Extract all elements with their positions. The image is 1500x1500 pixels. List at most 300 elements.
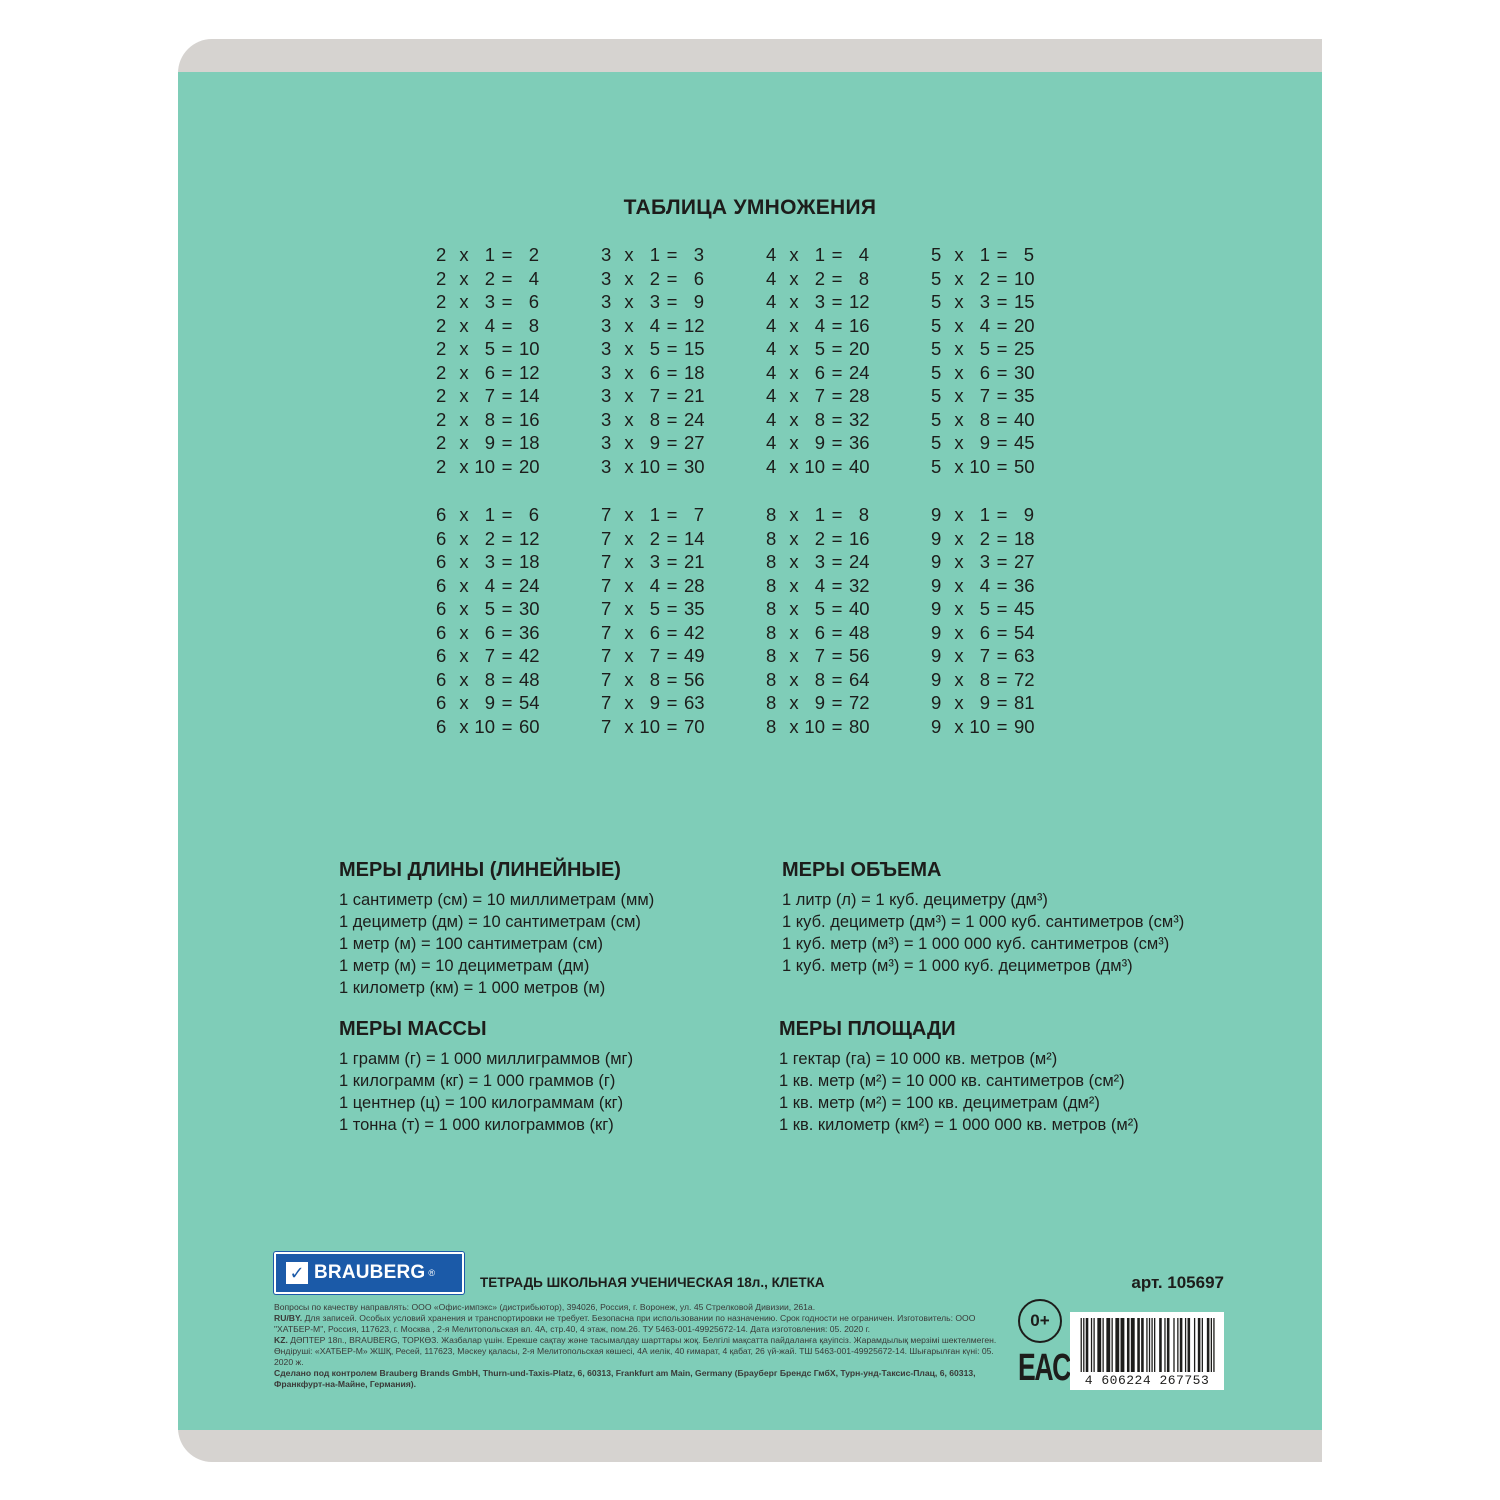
multiplier: 7 [484,645,495,666]
multiplicand: 8 [766,621,777,643]
multiplier: 10 [969,715,990,737]
multiplication-row [931,527,1096,551]
equals-sign: = [831,574,843,596]
equals-sign: = [831,244,843,265]
multiplication-row [931,243,1096,267]
product-value: 36 [1014,574,1035,596]
multiplier: 10 [474,455,495,477]
mult-sign: x [459,244,469,265]
mult-sign: x [954,338,964,359]
equals-sign: = [666,692,678,713]
equals-sign: = [666,621,678,643]
multiplicand: 2 [436,385,447,406]
multiplicand: 4 [766,314,777,336]
multiplier: 5 [814,598,825,619]
multiplication-row [766,361,931,385]
equals-sign: = [831,527,843,549]
multiplication-row [766,290,931,314]
fine-print [274,1302,1008,1390]
multiplication-row [436,431,601,455]
equals-sign: = [666,314,678,336]
mult-sign: x [954,361,964,383]
mult-sign: x [954,244,964,265]
multiplication-row [601,314,766,338]
equals-sign: = [996,455,1008,477]
equals-sign: = [666,551,678,572]
multiplier: 8 [649,668,660,690]
measure-line: 1 метр (м) = 10 дециметрам (дм) [339,957,590,975]
mult-sign: x [624,432,634,453]
equals-sign: = [666,267,678,289]
multiplicand: 3 [601,314,612,336]
product-value: 80 [849,715,870,737]
mult-sign: x [954,314,964,336]
barcode-bar [1081,1318,1082,1372]
multiplication-row [601,455,766,479]
mult-sign: x [459,692,469,713]
product-value: 32 [849,574,870,596]
multiplier: 10 [474,715,495,737]
multiplier: 8 [484,408,495,430]
multiplier: 5 [649,338,660,359]
multiplicand: 2 [436,291,447,312]
product-value: 12 [519,361,540,383]
measure-line: 1 километр (км) = 1 000 метров (м) [339,979,606,997]
barcode-bar [1083,1318,1084,1372]
mult-sign: x [459,385,469,406]
mult-sign: x [624,314,634,336]
multiplication-row [436,267,601,291]
equals-sign: = [666,385,678,406]
multiplication-row [436,503,601,527]
equals-sign: = [666,455,678,477]
equals-sign: = [501,645,513,666]
product-value: 2 [528,244,539,265]
equals-sign: = [666,598,678,619]
product-name: ТЕТРАДЬ ШКОЛЬНАЯ УЧЕНИЧЕСКАЯ 18л., КЛЕТКА [480,1275,825,1290]
multiplicand: 8 [766,692,777,713]
fine-print-made: Сделано под контролем Brauberg Brands GmbH, Thurn-und-Taxis-Platz, 6, 60313, Frankfurt am Main, Germany (Брауберг Брендс ГмбХ, Турн-унд-Таксис-Плац, 6, 60313, Франкфурт-на-Майне, Германия). [274,1368,976,1389]
multiplier: 3 [979,551,990,572]
product-value: 32 [849,408,870,430]
multiplier: 5 [484,338,495,359]
multiplier: 10 [639,455,660,477]
equals-sign: = [831,598,843,619]
equals-sign: = [996,715,1008,737]
multiplication-row [766,597,931,621]
multiplicand: 8 [766,527,777,549]
barcode-bar [1121,1318,1125,1372]
multiplicand: 7 [601,668,612,690]
multiplication-row [436,384,601,408]
multiplier: 3 [484,551,495,572]
equals-sign: = [996,527,1008,549]
age-rating-badge: 0+ [1018,1299,1062,1343]
measure-line: 1 килограмм (кг) = 1 000 граммов (г) [339,1072,616,1090]
product-value: 27 [684,432,705,453]
measures-area [779,1014,1139,1136]
mult-sign: x [789,244,799,265]
mult-sign: x [954,432,964,453]
equals-sign: = [831,668,843,690]
multiplicand: 6 [436,504,447,525]
multiplier: 9 [649,432,660,453]
multiplication-row [931,290,1096,314]
equals-sign: = [831,432,843,453]
product-value: 36 [519,621,540,643]
multiplication-row [601,290,766,314]
equals-sign: = [501,504,513,525]
mult-sign: x [459,668,469,690]
equals-sign: = [666,645,678,666]
product-value: 20 [519,455,540,477]
multiplier: 2 [649,267,660,289]
multiplicand: 5 [931,291,942,312]
multiplicand: 6 [436,715,447,737]
multiplier: 7 [814,645,825,666]
mult-sign: x [459,574,469,596]
equals-sign: = [831,267,843,289]
product-value: 60 [519,715,540,737]
multiplier: 5 [979,338,990,359]
equals-sign: = [996,668,1008,690]
multiplication-block-lower [436,503,1096,738]
mult-sign: x [624,527,634,549]
mult-sign: x [789,385,799,406]
multiplication-row [601,527,766,551]
equals-sign: = [666,408,678,430]
multiplicand: 6 [436,692,447,713]
multiplicand: 4 [766,432,777,453]
multiplier: 4 [979,574,990,596]
equals-sign: = [501,432,513,453]
multiplier: 1 [484,244,495,265]
mult-sign: x [954,645,964,666]
equals-sign: = [501,455,513,477]
multiplicand: 9 [931,551,942,572]
multiplication-row [766,503,931,527]
multiplier: 4 [979,314,990,336]
multiplicand: 5 [931,361,942,383]
multiplier: 8 [484,668,495,690]
multiplicand: 5 [931,432,942,453]
measure-line: 1 куб. метр (м³) = 1 000 куб. дециметров (дм³) [782,957,1133,975]
product-value: 30 [684,455,705,477]
multiplicand: 7 [601,504,612,525]
multiplier: 3 [649,551,660,572]
multiplicand: 8 [766,668,777,690]
product-value: 40 [1014,408,1035,430]
barcode-bar [1177,1318,1178,1372]
product-value: 35 [684,598,705,619]
product-value: 18 [684,361,705,383]
multiplier: 8 [814,668,825,690]
equals-sign: = [666,361,678,383]
measure-line: 1 кв. метр (м²) = 100 кв. дециметрам (дм²) [779,1094,1100,1112]
multiplication-row [931,691,1096,715]
multiplier: 7 [649,645,660,666]
mult-sign: x [624,551,634,572]
multiplier: 4 [649,314,660,336]
mult-sign: x [954,527,964,549]
multiplicand: 4 [766,385,777,406]
multiplier: 6 [484,361,495,383]
multiplicand: 8 [766,715,777,737]
equals-sign: = [996,574,1008,596]
multiplier: 4 [649,574,660,596]
multiplication-row [931,384,1096,408]
barcode-bar [1185,1318,1186,1372]
multiplication-row [931,621,1096,645]
measure-line: 1 куб. метр (м³) = 1 000 000 куб. сантиметров (см³) [782,935,1170,953]
fine-print-kz-text: ДӘПТЕР 18п., BRAUBERG, ТОРКӨЗ. Жазбалар үшін. Ерекше сақтау және тасымалдау шарттары жоқ. Белгілі мақсатта пайдаланға қауіпсіз. Жарамдылық мерзімі шектелмеген. Өндіруші: «ХАТБЕР-М» ЖШҚ, Ресей, 117623, Мәскеу қаласы, 2-я Мелитопольская көшесі, 4А иелік, 40 ғимарат, 4 қабат, 26 үй-жай. ТШ 5463-001-49925672-14. Шығарылған күні: 05. 2020 ж. [274,1335,997,1367]
product-value: 90 [1014,715,1035,737]
multiplicand: 7 [601,692,612,713]
multiplication-column [601,503,766,738]
multiplicand: 6 [436,574,447,596]
product-value: 24 [849,551,870,572]
multiplicand: 4 [766,244,777,265]
article-number: арт. 105697 [1131,1273,1224,1292]
barcode-bar [1097,1318,1101,1372]
product-value: 30 [1014,361,1035,383]
barcode-bar [1112,1318,1113,1372]
mult-sign: x [624,574,634,596]
multiplication-row [766,267,931,291]
mult-sign: x [789,598,799,619]
mult-sign: x [459,291,469,312]
checkmark-icon: ✓ [286,1262,308,1284]
equals-sign: = [501,668,513,690]
multiplicand: 4 [766,361,777,383]
barcode-bar [1093,1318,1094,1372]
multiplicand: 2 [436,314,447,336]
fine-print-kz [274,1335,1008,1368]
multiplier: 2 [979,267,990,289]
product-value: 9 [1023,504,1034,525]
multiplication-column [766,503,931,738]
mult-sign: x [459,598,469,619]
product-value: 24 [519,574,540,596]
multiplicand: 5 [931,408,942,430]
barcode-bar [1086,1318,1089,1372]
multiplier: 3 [814,291,825,312]
mult-sign: x [459,361,469,383]
equals-sign: = [666,715,678,737]
mult-sign: x [459,504,469,525]
multiplication-column [931,503,1096,738]
multiplier: 9 [649,692,660,713]
barcode-number: 4 606224 267753 [1084,1373,1210,1388]
equals-sign: = [501,361,513,383]
multiplier: 9 [814,692,825,713]
mult-sign: x [954,267,964,289]
product-value: 72 [849,692,870,713]
barcode-bar [1102,1318,1103,1372]
fine-print-quality: Вопросы по качеству направлять: ООО «Офис-импэкс» (дистрибьютор), 394026, Россия, г. Воронеж, ул. 45 Стрелковой Дивизии, 261а. [274,1302,816,1312]
barcode-bar [1137,1318,1140,1372]
measures-mass [339,1014,633,1136]
multiplication-row [766,384,931,408]
product-value: 3 [693,244,704,265]
multiplication-row [601,550,766,574]
equals-sign: = [996,314,1008,336]
mult-sign: x [459,645,469,666]
measures-volume [782,855,1184,977]
product-value: 30 [519,598,540,619]
equals-sign: = [996,291,1008,312]
barcode-bar [1154,1318,1155,1372]
multiplication-row [931,431,1096,455]
mult-sign: x [954,715,964,737]
barcode-bar [1180,1318,1183,1372]
fine-print-kz-label: KZ. [274,1335,288,1345]
multiplication-row [601,715,766,739]
multiplier: 4 [814,314,825,336]
multiplicand: 4 [766,338,777,359]
multiplier: 1 [649,504,660,525]
multiplication-row [766,715,931,739]
multiplication-row [436,668,601,692]
mult-sign: x [624,291,634,312]
multiplier: 6 [649,621,660,643]
barcode-bar [1188,1318,1191,1372]
multiplicand: 2 [436,338,447,359]
equals-sign: = [501,692,513,713]
mult-sign: x [789,408,799,430]
multiplicand: 8 [766,551,777,572]
equals-sign: = [501,244,513,265]
mult-sign: x [624,598,634,619]
multiplication-row [931,597,1096,621]
equals-sign: = [831,455,843,477]
product-value: 14 [684,527,705,549]
equals-sign: = [996,244,1008,265]
multiplicand: 4 [766,291,777,312]
multiplication-row [766,527,931,551]
multiplication-row [601,644,766,668]
multiplication-row [931,361,1096,385]
equals-sign: = [831,645,843,666]
page-title: ТАБЛИЦА УМНОЖЕНИЯ [623,196,877,219]
product-value: 24 [684,408,705,430]
mult-sign: x [624,244,634,265]
equals-sign: = [831,385,843,406]
product-value: 54 [519,692,540,713]
product-value: 63 [684,692,705,713]
mult-sign: x [624,504,634,525]
measure-line: 1 тонна (т) = 1 000 килограммов (кг) [339,1116,614,1134]
multiplicand: 3 [601,408,612,430]
barcode-bar [1141,1318,1144,1372]
equals-sign: = [666,504,678,525]
mult-sign: x [459,267,469,289]
barcode-bar [1131,1318,1135,1372]
multiplier: 3 [814,551,825,572]
equals-sign: = [831,338,843,359]
measure-line: 1 гектар (га) = 10 000 кв. метров (м²) [779,1050,1058,1068]
multiplicand: 5 [931,338,942,359]
mult-sign: x [459,455,469,477]
multiplicand: 9 [931,645,942,666]
multiplicand: 8 [766,574,777,596]
multiplication-row [931,314,1096,338]
measures-heading: МЕРЫ ОБЪЕМА [782,859,942,881]
measure-line: 1 сантиметр (см) = 10 миллиметрам (мм) [339,891,655,909]
multiplicand: 9 [931,598,942,619]
multiplicand: 6 [436,598,447,619]
multiplication-row [436,361,601,385]
mult-sign: x [459,408,469,430]
equals-sign: = [831,314,843,336]
equals-sign: = [501,715,513,737]
product-value: 21 [684,385,705,406]
product-value: 8 [858,267,869,289]
mult-sign: x [954,455,964,477]
barcode-bar [1211,1318,1212,1372]
measure-line: 1 метр (м) = 100 сантиметрам (см) [339,935,604,953]
multiplication-row [931,715,1096,739]
multiplicand: 6 [436,668,447,690]
multiplicand: 9 [931,621,942,643]
multiplier: 6 [484,621,495,643]
multiplicand: 2 [436,432,447,453]
barcode [1070,1312,1224,1390]
multiplicand: 3 [601,432,612,453]
product-value: 35 [1014,385,1035,406]
product-value: 48 [849,621,870,643]
multiplier: 6 [649,361,660,383]
equals-sign: = [501,385,513,406]
multiplier: 7 [649,385,660,406]
mult-sign: x [954,551,964,572]
multiplier: 2 [484,267,495,289]
multiplication-row [436,550,601,574]
mult-sign: x [459,338,469,359]
equals-sign: = [996,338,1008,359]
multiplier: 2 [814,527,825,549]
multiplier: 1 [979,504,990,525]
multiplicand: 8 [766,504,777,525]
equals-sign: = [501,574,513,596]
multiplication-row [766,668,931,692]
product-value: 40 [849,455,870,477]
measures-length [339,855,654,999]
mult-sign: x [624,338,634,359]
product-value: 15 [684,338,705,359]
multiplier: 6 [979,361,990,383]
barcode-bar [1202,1318,1203,1372]
multiplication-row [436,455,601,479]
multiplier: 8 [979,668,990,690]
equals-sign: = [831,551,843,572]
multiplication-row [766,408,931,432]
multiplication-row [931,668,1096,692]
product-value: 4 [858,244,869,265]
mult-sign: x [789,668,799,690]
product-value: 36 [849,432,870,453]
equals-sign: = [996,361,1008,383]
multiplicand: 4 [766,408,777,430]
equals-sign: = [996,598,1008,619]
multiplicand: 7 [601,715,612,737]
product-value: 56 [684,668,705,690]
mult-sign: x [789,267,799,289]
multiplication-row [601,384,766,408]
multiplication-row [601,361,766,385]
multiplier: 2 [484,527,495,549]
mult-sign: x [459,314,469,336]
